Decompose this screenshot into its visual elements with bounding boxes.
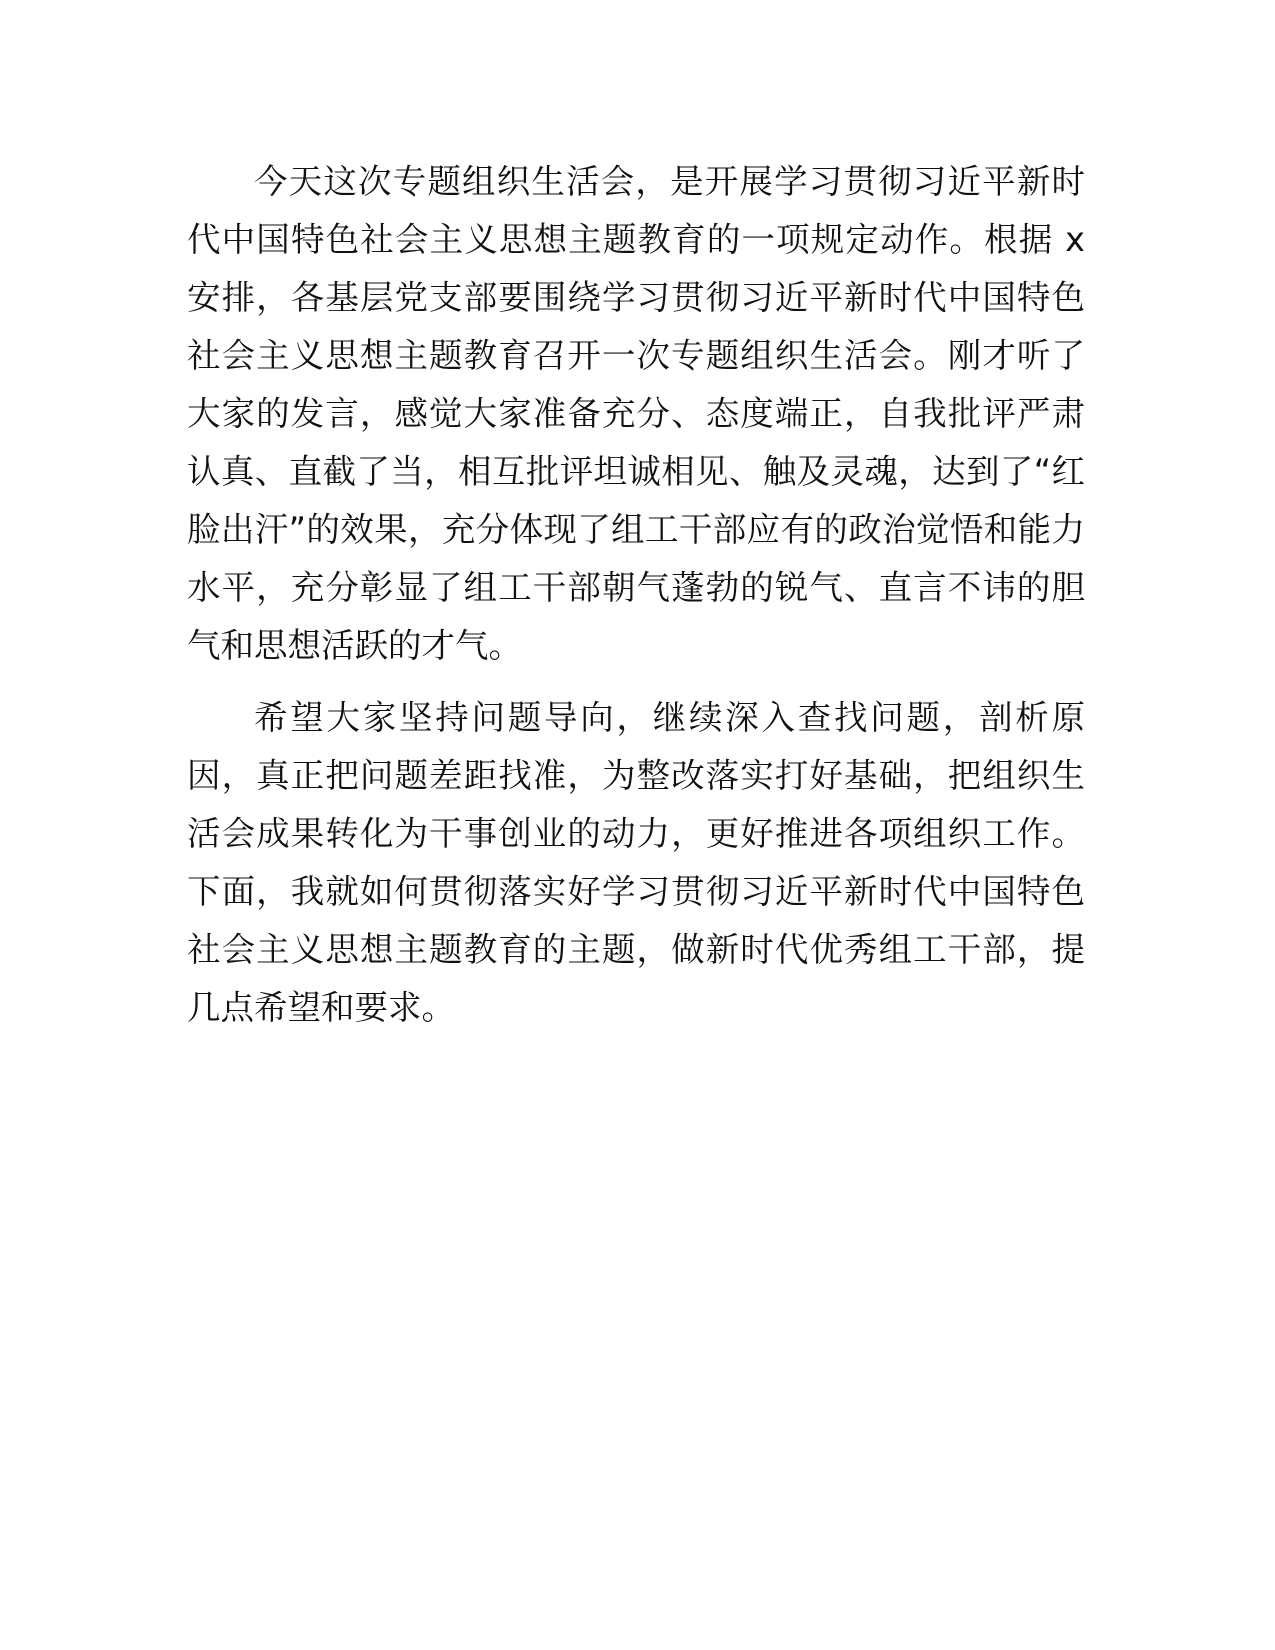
paragraph-1: 今天这次专题组织生活会，是开展学习贯彻习近平新时代中国特色社会主义思想主题教育的一项规定动作。根据 x 安排，各基层党支部要围绕学习贯彻习近平新时代中国特色社会主义思想主题教育召开一次专题组织生活会。刚才听了大家的发言，感觉大家准备充分、态度端正，自我批评严肃认真、直截了当，相互批评坦诚相见、触及灵魂，达到了“红脸出汗”的效果，充分体现了组工干部应有的政治觉悟和能力水平，充分彰显了组工干部朝气蓬勃的锐气、直言不讳的胆气和思想活跃的才气。 [187, 162, 1085, 665]
paragraph-2: 希望大家坚持问题导向，继续深入查找问题，剖析原因，真正把问题差距找准，为整改落实打好基础，把组织生活会成果转化为干事创业的动力，更好推进各项组织工作。下面，我就如何贯彻落实好学习贯彻习近平新时代中国特色社会主义思想主题教育的主题，做新时代优秀组工干部，提几点希望和要求。 [187, 698, 1085, 1027]
document-body [187, 153, 1085, 1051]
